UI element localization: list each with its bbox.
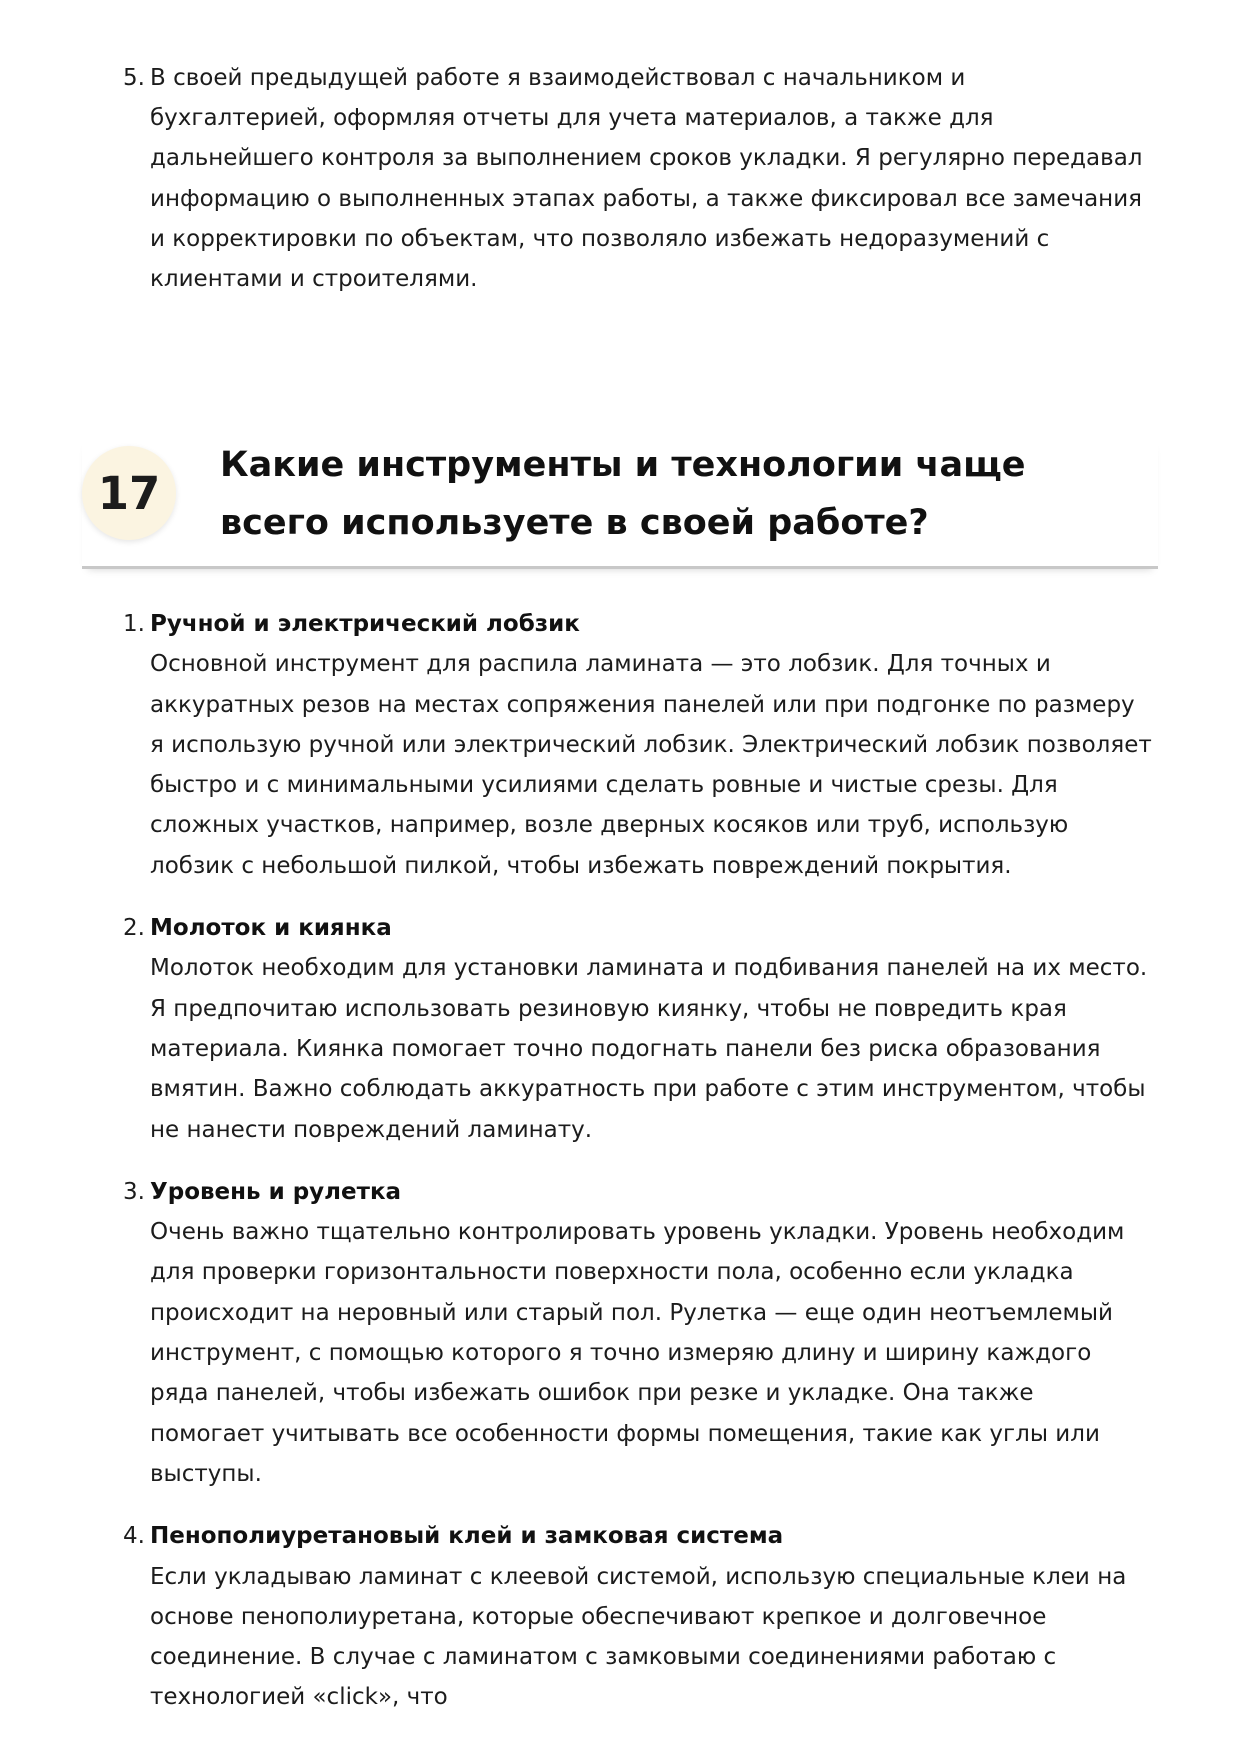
list-item-title: Уровень и рулетка [150,1178,402,1205]
list-item-text: Очень важно тщательно контролировать уровень укладки. Уровень необходим для проверки горизонтальности поверхности пола, особенно если укладка происходит на неровный или старый пол. Рулетка — еще один неотъемлемый инструмент, с помощью которого я точно измеряю длину и ширину каждого ряда панелей, чтобы избежать ошибок при резке и укладке. Она также помогает учитывать все особенности формы помещения, такие как углы или выступы. [150,1219,1125,1487]
list-item-text: Молоток необходим для установки ламината и подбивания панелей на их место. Я предпочитаю использовать резиновую киянку, чтобы не повредить края материала. Киянка помогает точно подогнать панели без риска образования вмятин. Важно соблюдать аккуратность при работе с этим инструментом, чтобы не нанести повреждений ламинату. [150,955,1148,1143]
list-item-title: Пенополиуретановый клей и замковая система [150,1523,784,1550]
list-item [115,1172,1155,1494]
question-number-badge: 17 [82,446,176,540]
answer-list [115,604,1155,1740]
list-item-number: 2. [123,915,145,942]
list-item-text: Основной инструмент для распила ламината — это лобзик. Для точных и аккуратных резов на местах сопряжения панелей или при подгонке по размеру я использую ручной или электрический лобзик. Электрический лобзик позволяет быстро и с минимальными усилиями сделать ровные и чистые срезы. Для сложных участков, например, возле дверных косяков или труб, использую лобзик с небольшой пилкой, чтобы избежать повреждений покрытия. [150,651,1152,879]
list-item [115,908,1155,1150]
list-item-number: 5. [123,65,145,91]
list-item-previous [115,58,1145,299]
list-item-title: Ручной и электрический лобзик [150,611,580,637]
list-item-content [146,908,1155,1150]
question-title: Какие инструменты и технологии чаще всего используете в своей работе? [220,445,1026,543]
list-item-number: 1. [123,611,145,637]
list-item-number: 3. [123,1178,145,1205]
list-item [115,1516,1155,1717]
list-item [115,604,1155,886]
list-item-content [146,1172,1155,1494]
list-item-content [146,604,1155,886]
list-item-content [146,1516,1155,1717]
list-item-text: Если укладываю ламинат с клеевой системой, использую специальные клеи на основе пенополиуретана, которые обеспечивают крепкое и долговечное соединение. В случае с ламинатом с замковыми соединениями работаю с технологией «click», что [150,1563,1127,1711]
list-item-title: Молоток и киянка [150,915,392,942]
list-item-text: В своей предыдущей работе я взаимодействовал с начальником и бухгалтерией, оформляя отчеты для учета материалов, а также для дальнейшего контроля за выполнением сроков укладки. Я регулярно передавал информацию о выполненных этапах работы, а также фиксировал все замечания и корректировки по объектам, что позволяло избежать недоразумений с клиентами и строителями. [150,65,1143,293]
question-header [82,436,1158,569]
list-item-number: 4. [123,1523,145,1550]
